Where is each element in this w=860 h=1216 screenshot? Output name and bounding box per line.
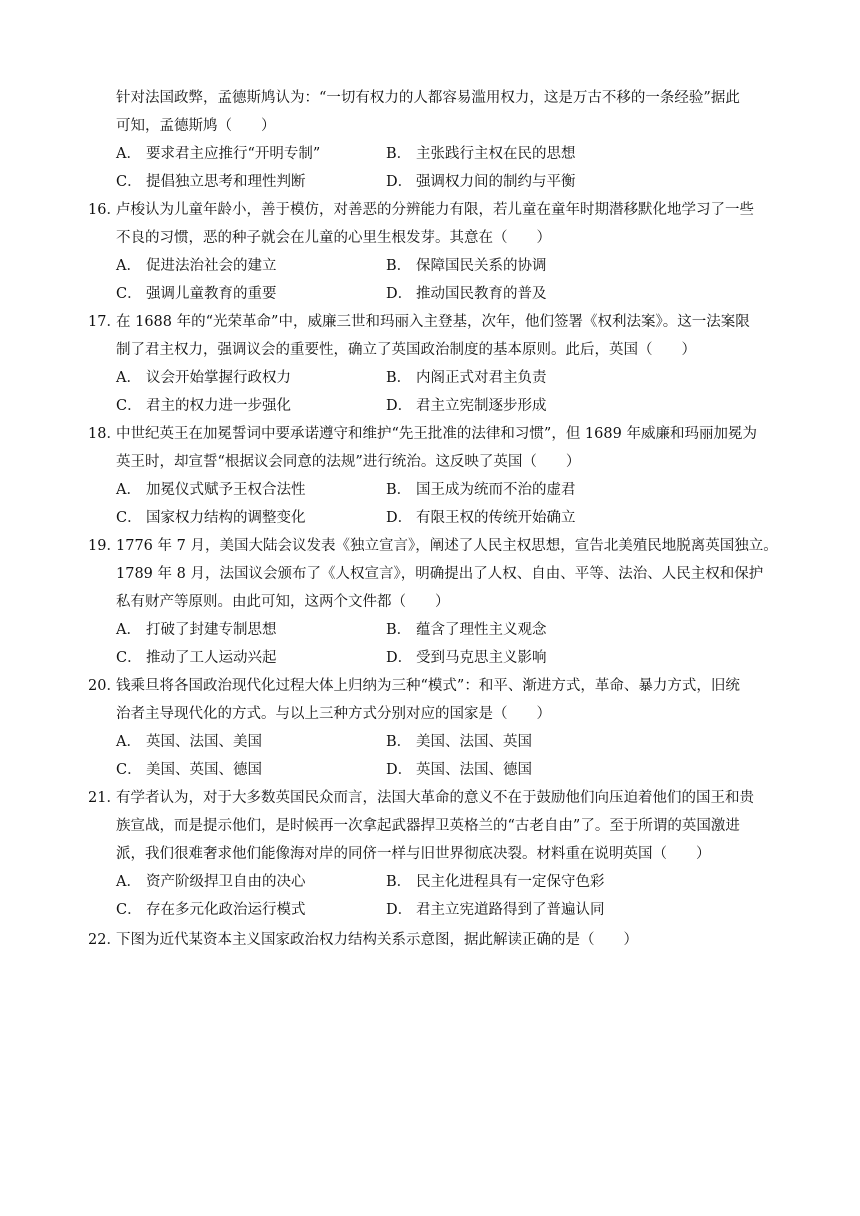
option-letter: D． xyxy=(386,762,413,778)
option-letter: D． xyxy=(386,650,413,666)
question-15-option-a[interactable] xyxy=(116,140,320,168)
option-text: 国王成为统而不治的虚君 xyxy=(416,482,576,498)
option-text: 受到马克思主义影响 xyxy=(416,650,547,666)
option-text: 强调儿童教育的重要 xyxy=(146,286,277,302)
option-text: 君主立宪道路得到了普遍认同 xyxy=(416,902,605,918)
option-letter: D． xyxy=(386,510,413,526)
question-19-line-2: 1789 年 8 月，法国议会颁布了《人权宣言》，明确提出了人权、自由、平等、法治、人民主权和保护 xyxy=(116,566,764,582)
question-18-line-1 xyxy=(88,420,788,448)
question-number: 18． xyxy=(88,426,121,442)
option-letter: B． xyxy=(386,874,412,890)
question-21-line-1 xyxy=(88,784,788,812)
question-15-option-c[interactable] xyxy=(116,168,306,196)
option-letter: C． xyxy=(116,650,142,666)
question-16-line-1 xyxy=(88,196,788,224)
option-text: 要求君主应推行“开明专制” xyxy=(146,146,321,162)
question-20-option-b[interactable] xyxy=(386,728,532,756)
question-22-line-1 xyxy=(88,926,788,954)
question-16-option-d[interactable] xyxy=(386,280,547,308)
question-21-option-a[interactable] xyxy=(116,868,306,896)
option-letter: B． xyxy=(386,482,412,498)
question-17-option-d[interactable] xyxy=(386,392,547,420)
option-letter: D． xyxy=(386,286,413,302)
option-text: 资产阶级捍卫自由的决心 xyxy=(146,874,306,890)
question-19-line-3: 私有财产等原则。由此可知，这两个文件都（ ） xyxy=(116,594,450,610)
option-text: 蕴含了理性主义观念 xyxy=(416,622,547,638)
question-21-line-2: 族宣战，而是提示他们，是时候再一次拿起武器捍卫英格兰的“古老自由”了。至于所谓的英国激进 xyxy=(116,818,740,834)
question-21-line-3: 派，我们很难奢求他们能像海对岸的同侪一样与旧世界彻底决裂。材料重在说明英国（ ） xyxy=(116,846,711,862)
question-18-option-d[interactable] xyxy=(386,504,576,532)
question-16-option-a[interactable] xyxy=(116,252,277,280)
question-18-option-b[interactable] xyxy=(386,476,576,504)
question-16-line-2: 不良的习惯，恶的种子就会在儿童的心里生根发芽。其意在（ ） xyxy=(116,230,551,246)
question-number: 19． xyxy=(88,538,121,554)
option-letter: A． xyxy=(116,146,141,162)
question-21-option-b[interactable] xyxy=(386,868,605,896)
option-text: 主张践行主权在民的思想 xyxy=(416,146,576,162)
option-text: 加冕仪式赋予王权合法性 xyxy=(146,482,306,498)
option-letter: C． xyxy=(116,286,142,302)
option-text: 英国、法国、美国 xyxy=(146,734,262,750)
option-text: 君主立宪制逐步形成 xyxy=(416,398,547,414)
question-19-option-c[interactable] xyxy=(116,644,277,672)
option-letter: A． xyxy=(116,734,141,750)
option-text: 民主化进程具有一定保守色彩 xyxy=(416,874,605,890)
option-letter: B． xyxy=(386,258,412,274)
option-letter: B． xyxy=(386,734,412,750)
question-17-option-a[interactable] xyxy=(116,364,291,392)
option-text: 存在多元化政治运行模式 xyxy=(146,902,306,918)
question-20-line-2: 治者主导现代化的方式。与以上三种方式分别对应的国家是（ ） xyxy=(116,706,551,722)
option-letter: D． xyxy=(386,902,413,918)
option-letter: D． xyxy=(386,398,413,414)
question-15-option-b[interactable] xyxy=(386,140,576,168)
question-20-option-d[interactable] xyxy=(386,756,532,784)
question-16-option-b[interactable] xyxy=(386,252,547,280)
option-text: 美国、法国、英国 xyxy=(416,734,532,750)
question-18-option-a[interactable] xyxy=(116,476,306,504)
option-text: 强调权力间的制约与平衡 xyxy=(416,174,576,190)
option-letter: B． xyxy=(386,370,412,386)
option-text: 推动国民教育的普及 xyxy=(416,286,547,302)
question-21-option-c[interactable] xyxy=(116,896,306,924)
option-text: 有限王权的传统开始确立 xyxy=(416,510,576,526)
option-text: 推动了工人运动兴起 xyxy=(146,650,277,666)
question-18-option-c[interactable] xyxy=(116,504,306,532)
question-20-option-a[interactable] xyxy=(116,728,262,756)
question-17-option-b[interactable] xyxy=(386,364,547,392)
option-letter: C． xyxy=(116,762,142,778)
question-text: 卢梭认为儿童年龄小，善于模仿，对善恶的分辨能力有限，若儿童在童年时期潜移默化地学习了一些 xyxy=(116,202,754,218)
option-text: 提倡独立思考和理性判断 xyxy=(146,174,306,190)
question-17-option-c[interactable] xyxy=(116,392,291,420)
question-15-line-1: 针对法国政弊，孟德斯鸠认为：“一切有权力的人都容易滥用权力，这是万古不移的一条经验”据此 xyxy=(116,90,740,106)
option-text: 美国、英国、德国 xyxy=(146,762,262,778)
question-17-line-2: 制了君主权力，强调议会的重要性，确立了英国政治制度的基本原则。此后，英国（ ） xyxy=(116,342,696,358)
question-text: 下图为近代某资本主义国家政治权力结构关系示意图，据此解读正确的是（ ） xyxy=(116,932,638,948)
question-number: 16． xyxy=(88,202,121,218)
question-15-option-d[interactable] xyxy=(386,168,576,196)
option-text: 议会开始掌握行政权力 xyxy=(146,370,291,386)
option-letter: C． xyxy=(116,510,142,526)
question-text: 钱乘旦将各国政治现代化过程大体上归纳为三种“模式”：和平、渐进方式，革命、暴力方式，旧统 xyxy=(116,678,740,694)
question-text: 在 1688 年的“光荣革命”中，威廉三世和玛丽入主登基，次年，他们签署《权利法案》。这一法案限 xyxy=(116,314,750,330)
question-number: 17． xyxy=(88,314,121,330)
option-letter: D． xyxy=(386,174,413,190)
question-19-option-a[interactable] xyxy=(116,616,277,644)
question-20-option-c[interactable] xyxy=(116,756,262,784)
question-text: 有学者认为，对于大多数英国民众而言，法国大革命的意义不在于鼓励他们向压迫着他们的国王和贵 xyxy=(116,790,754,806)
question-16-option-c[interactable] xyxy=(116,280,277,308)
option-letter: A． xyxy=(116,622,141,638)
option-letter: C． xyxy=(116,902,142,918)
question-text: 1776 年 7 月，美国大陆会议发表《独立宣言》，阐述了人民主权思想，宣告北美殖民地脱离英国独立。 xyxy=(116,538,778,554)
option-text: 保障国民关系的协调 xyxy=(416,258,547,274)
option-letter: A． xyxy=(116,482,141,498)
question-20-line-1 xyxy=(88,672,788,700)
option-text: 促进法治社会的建立 xyxy=(146,258,277,274)
question-19-option-b[interactable] xyxy=(386,616,547,644)
question-18-line-2: 英王时，却宣誓“根据议会同意的法规”进行统治。这反映了英国（ ） xyxy=(116,454,581,470)
question-17-line-1 xyxy=(88,308,788,336)
option-letter: A． xyxy=(116,370,141,386)
question-19-line-1 xyxy=(88,532,788,560)
question-19-option-d[interactable] xyxy=(386,644,547,672)
question-21-option-d[interactable] xyxy=(386,896,605,924)
option-letter: B． xyxy=(386,146,412,162)
option-letter: A． xyxy=(116,874,141,890)
question-number: 20． xyxy=(88,678,121,694)
question-number: 21． xyxy=(88,790,121,806)
option-text: 英国、法国、德国 xyxy=(416,762,532,778)
question-text: 中世纪英王在加冕誓词中要承诺遵守和维护“先王批准的法律和习惯”，但 1689 年威廉和玛丽加冕为 xyxy=(116,426,757,442)
option-text: 打破了封建专制思想 xyxy=(146,622,277,638)
option-text: 内阁正式对君主负责 xyxy=(416,370,547,386)
question-number: 22． xyxy=(88,932,121,948)
option-text: 国家权力结构的调整变化 xyxy=(146,510,306,526)
question-15-line-2: 可知，孟德斯鸠（ ） xyxy=(116,118,276,134)
option-letter: A． xyxy=(116,258,141,274)
option-letter: B． xyxy=(386,622,412,638)
option-text: 君主的权力进一步强化 xyxy=(146,398,291,414)
option-letter: C． xyxy=(116,398,142,414)
option-letter: C． xyxy=(116,174,142,190)
